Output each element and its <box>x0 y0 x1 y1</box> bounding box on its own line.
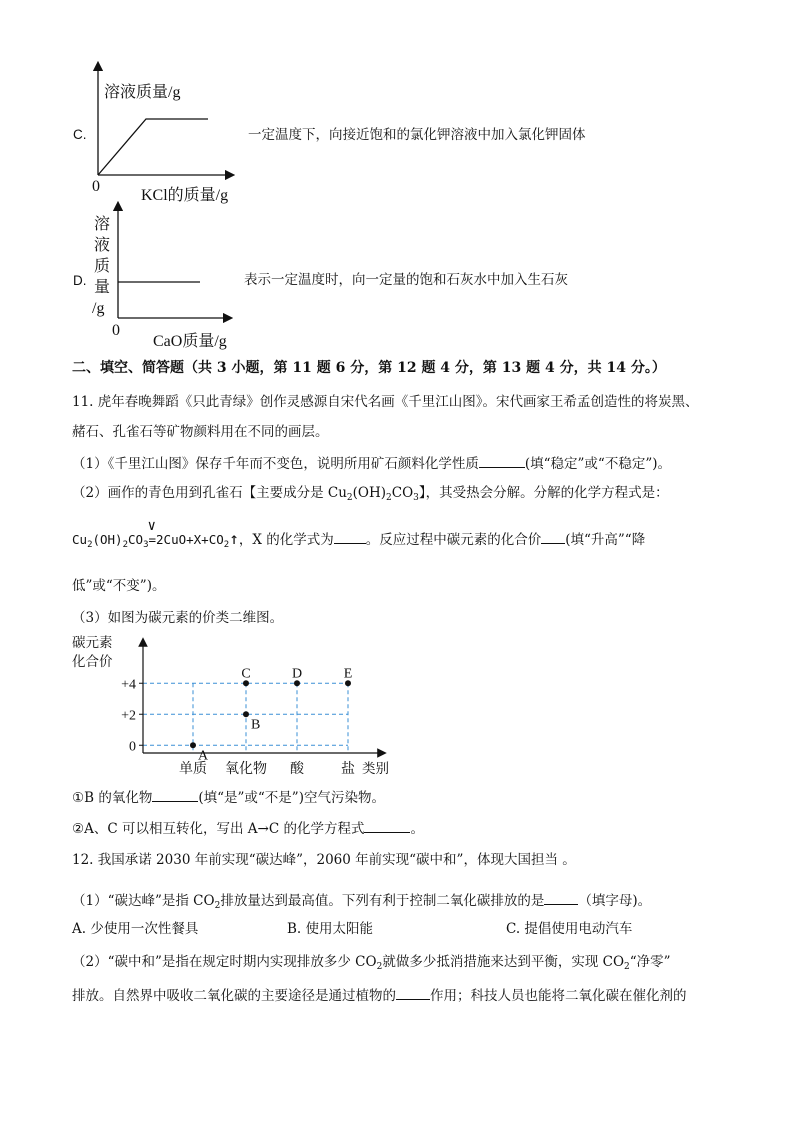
q12-intro: 12. 我国承诺 2030 年前实现“碳达峰”，2060 年前实现“碳中和”，体现大国担当 。 <box>72 852 576 868</box>
q11-intro-line2: 赭石、孔雀石等矿物颜料用在不同的画层。 <box>72 424 329 440</box>
point-label-A: A <box>198 748 209 764</box>
c-origin: 0 <box>92 178 100 195</box>
chart-y-label: 碳元素 化合价 <box>72 635 113 670</box>
answer-blank[interactable] <box>541 529 565 544</box>
q11-equation-line: $Cu_2(OH)_2CO_3$ ∨ $=2CuO+X+CO_2↑$，X 的化学式为 。反应过程中碳元素的化合价 (填“升高”“降 <box>72 518 646 550</box>
q12-option-a: A. 少使用一次性餐具 <box>72 921 199 937</box>
c-description: 一定温度下，向接近饱和的氯化钾溶液中加入氯化钾固体 <box>248 127 586 143</box>
curve-line <box>98 119 208 175</box>
option-d-label: D. <box>73 273 87 288</box>
d-origin: 0 <box>112 322 120 339</box>
q12-part2: （2）“碳中和”是指在规定时期内实现排放多少 $CO_2$就做多少抵消措施来达到平衡，实现 $CO_2“$净零” <box>72 954 671 972</box>
chart-ticks <box>121 677 355 777</box>
chart-x-label: 类别 <box>362 761 389 777</box>
q12-part2-line2: 排放。自然界中吸收二氧化碳的主要途径是通过植物的 作用；科技人员也能将二氧化碳在催化剂的 <box>72 985 687 1005</box>
q11-question-ac: ②A、C 可以相互转化，写出 A→C 的化学方程式 。 <box>72 818 424 838</box>
point-label-C: C <box>241 666 251 682</box>
q11-intro-line1: 11. 虎年春晚舞蹈《只此青绿》创作灵感源自宋代名画《千里江山图》。宋代画家王希孟创造性的将炭黑、 <box>72 394 699 410</box>
q12-option-b: B. 使用太阳能 <box>287 921 374 937</box>
chemical-equation: $Cu_2(OH)_2CO_3$ ∨ $=2CuO+X+CO_2↑$ <box>72 518 239 550</box>
q11-part1: （1）《千里江山图》保存千年而不变色，说明所用矿石颜料化学性质 (填“稳定”或“不稳定”)。 <box>72 453 671 473</box>
y-tick-label: +2 <box>121 708 136 724</box>
answer-blank[interactable] <box>364 818 410 833</box>
q11-question-b: ①B 的氧化物 (填“是”或“不是”)空气污染物。 <box>72 787 385 807</box>
option-d-graph <box>100 200 240 330</box>
point-label-D: D <box>291 666 303 682</box>
chart-grid <box>143 683 348 753</box>
q11-equation-line2: 低”或“不变”)。 <box>72 578 166 594</box>
point-B <box>243 711 249 717</box>
q11-part3: （3）如图为碳元素的价类二维图。 <box>72 610 284 626</box>
c-y-axis-label: 溶液质量/g <box>104 84 181 101</box>
answer-blank[interactable] <box>334 529 366 544</box>
x-tick-label: 盐 <box>341 762 355 777</box>
c-x-axis-label: KCl的质量/g <box>141 187 229 204</box>
x-tick-label: 酸 <box>290 762 304 777</box>
d-y-axis-label: 溶 液 质 量 /g <box>92 216 111 317</box>
answer-blank[interactable] <box>479 453 525 468</box>
q12-option-c: C. 提倡使用电动汽车 <box>506 921 633 937</box>
carbon-valence-chart <box>70 632 400 782</box>
q12-part1: （1）“碳达峰”是指 $CO_2$排放量达到最高值。下列有利于控制二氧化碳排放的是 （填字母)。 <box>72 890 651 915</box>
q11-part2: （2）画作的青色用到孔雀石【主要成分是 $Cu_2(OH)_2CO_3$】，其受热会分解。分解的化学方程式是： <box>72 485 669 503</box>
answer-blank[interactable] <box>396 985 430 1000</box>
d-x-axis-label: CaO质量/g <box>153 333 227 350</box>
point-A <box>190 742 196 748</box>
y-tick-label: +4 <box>121 677 136 693</box>
x-tick-label: 单质 <box>179 762 207 777</box>
y-tick-label: 0 <box>129 739 136 755</box>
option-c-label: C. <box>73 127 87 142</box>
answer-blank[interactable] <box>544 890 578 905</box>
answer-blank[interactable] <box>152 787 198 802</box>
point-label-B: B <box>251 717 261 733</box>
section-heading: 二、填空、简答题（共 3 小题，第 11 题 6 分，第 12 题 4 分，第 13 题 4 分，共 14 分。） <box>72 360 666 376</box>
heat-mark: ∨ <box>147 518 156 534</box>
d-description: 表示一定温度时，向一定量的饱和石灰水中加入生石灰 <box>244 272 568 288</box>
point-label-E: E <box>343 666 353 682</box>
x-tick-label: 氧化物 <box>225 762 267 777</box>
